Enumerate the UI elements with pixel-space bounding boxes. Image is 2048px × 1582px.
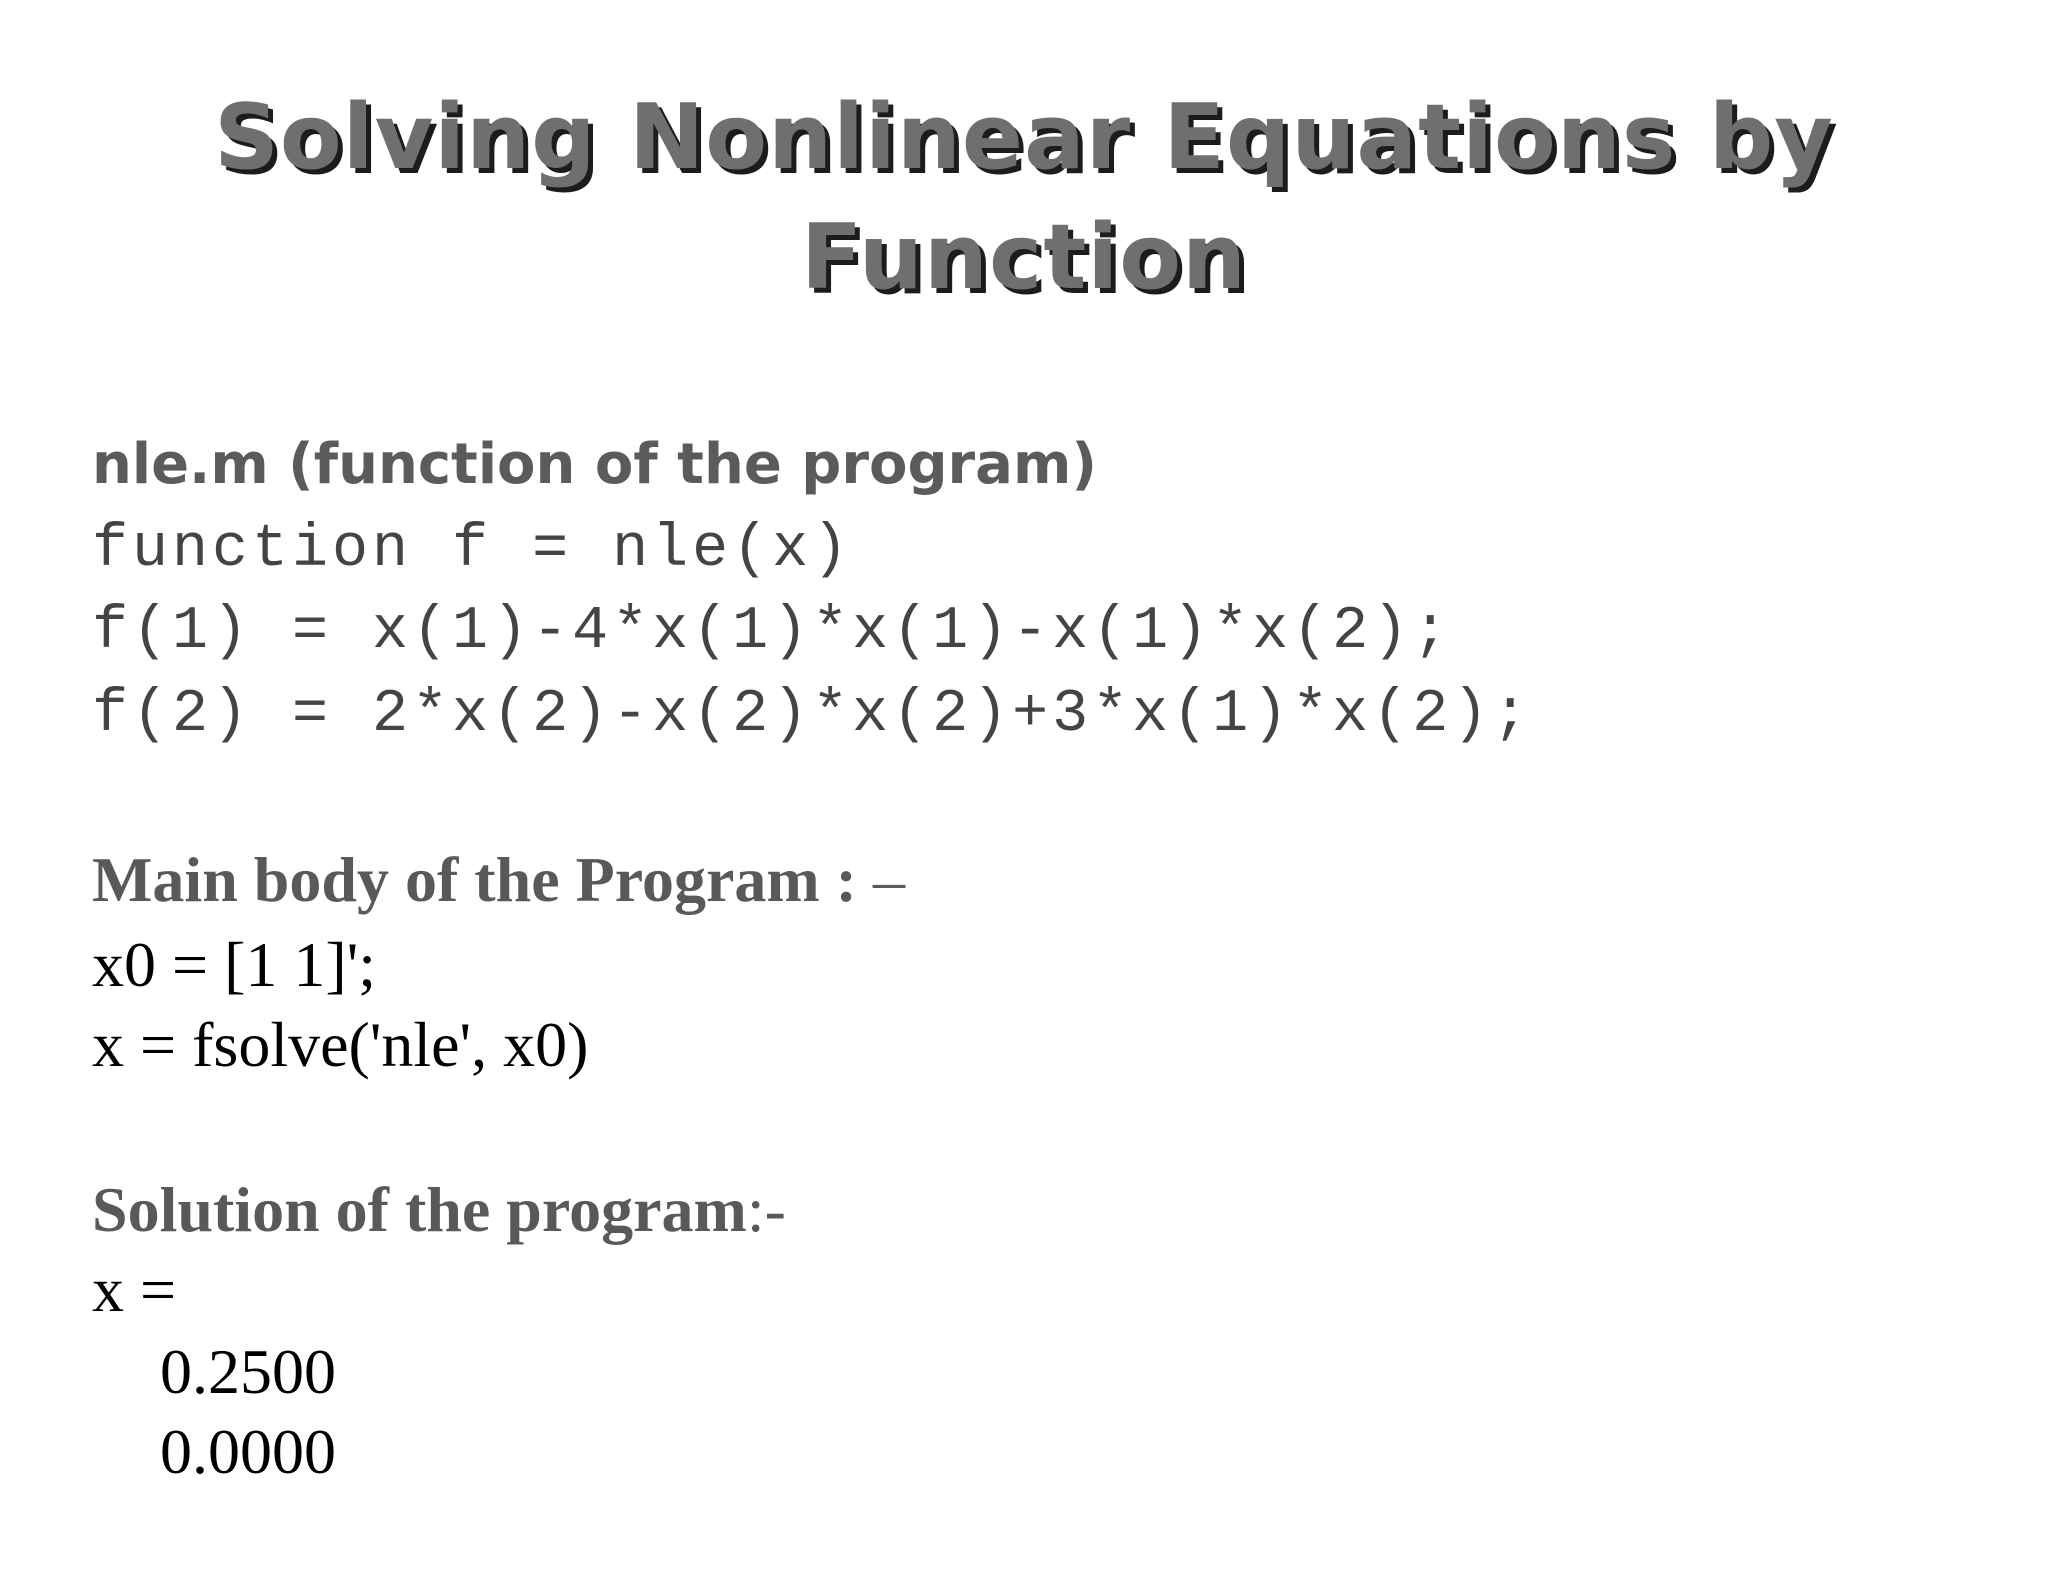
- main-body-line: x0 = [1 1]';: [92, 929, 377, 1000]
- solution-value: 0.0000: [160, 1416, 336, 1487]
- main-body-line: x = fsolve('nle', x0): [92, 1009, 589, 1080]
- slide-title: [0, 78, 2048, 318]
- title-line-1: Solving Nonlinear Equations by: [214, 85, 1834, 190]
- solution-heading: [92, 1170, 786, 1250]
- code-line: f(2) = 2*x(2)-x(2)*x(2)+3*x(1)*x(2);: [92, 681, 1533, 749]
- title-line-2: Function: [800, 205, 1248, 310]
- solution-line: x =: [92, 1254, 177, 1325]
- code-line: f(1) = x(1)-4*x(1)*x(1)-x(1)*x(2);: [92, 598, 1453, 666]
- solution-heading-suffix: :-: [746, 1174, 786, 1245]
- main-body-heading-text: Main body of the Program :: [92, 844, 873, 915]
- function-heading: nle.m (function of the program): [92, 432, 1097, 497]
- solution-value: 0.2500: [160, 1336, 336, 1407]
- code-line: function f = nle(x): [92, 516, 853, 584]
- solution-heading-text: Solution of the program: [92, 1174, 747, 1245]
- main-body-heading-dash: –: [872, 844, 905, 915]
- main-body-heading: [92, 840, 905, 920]
